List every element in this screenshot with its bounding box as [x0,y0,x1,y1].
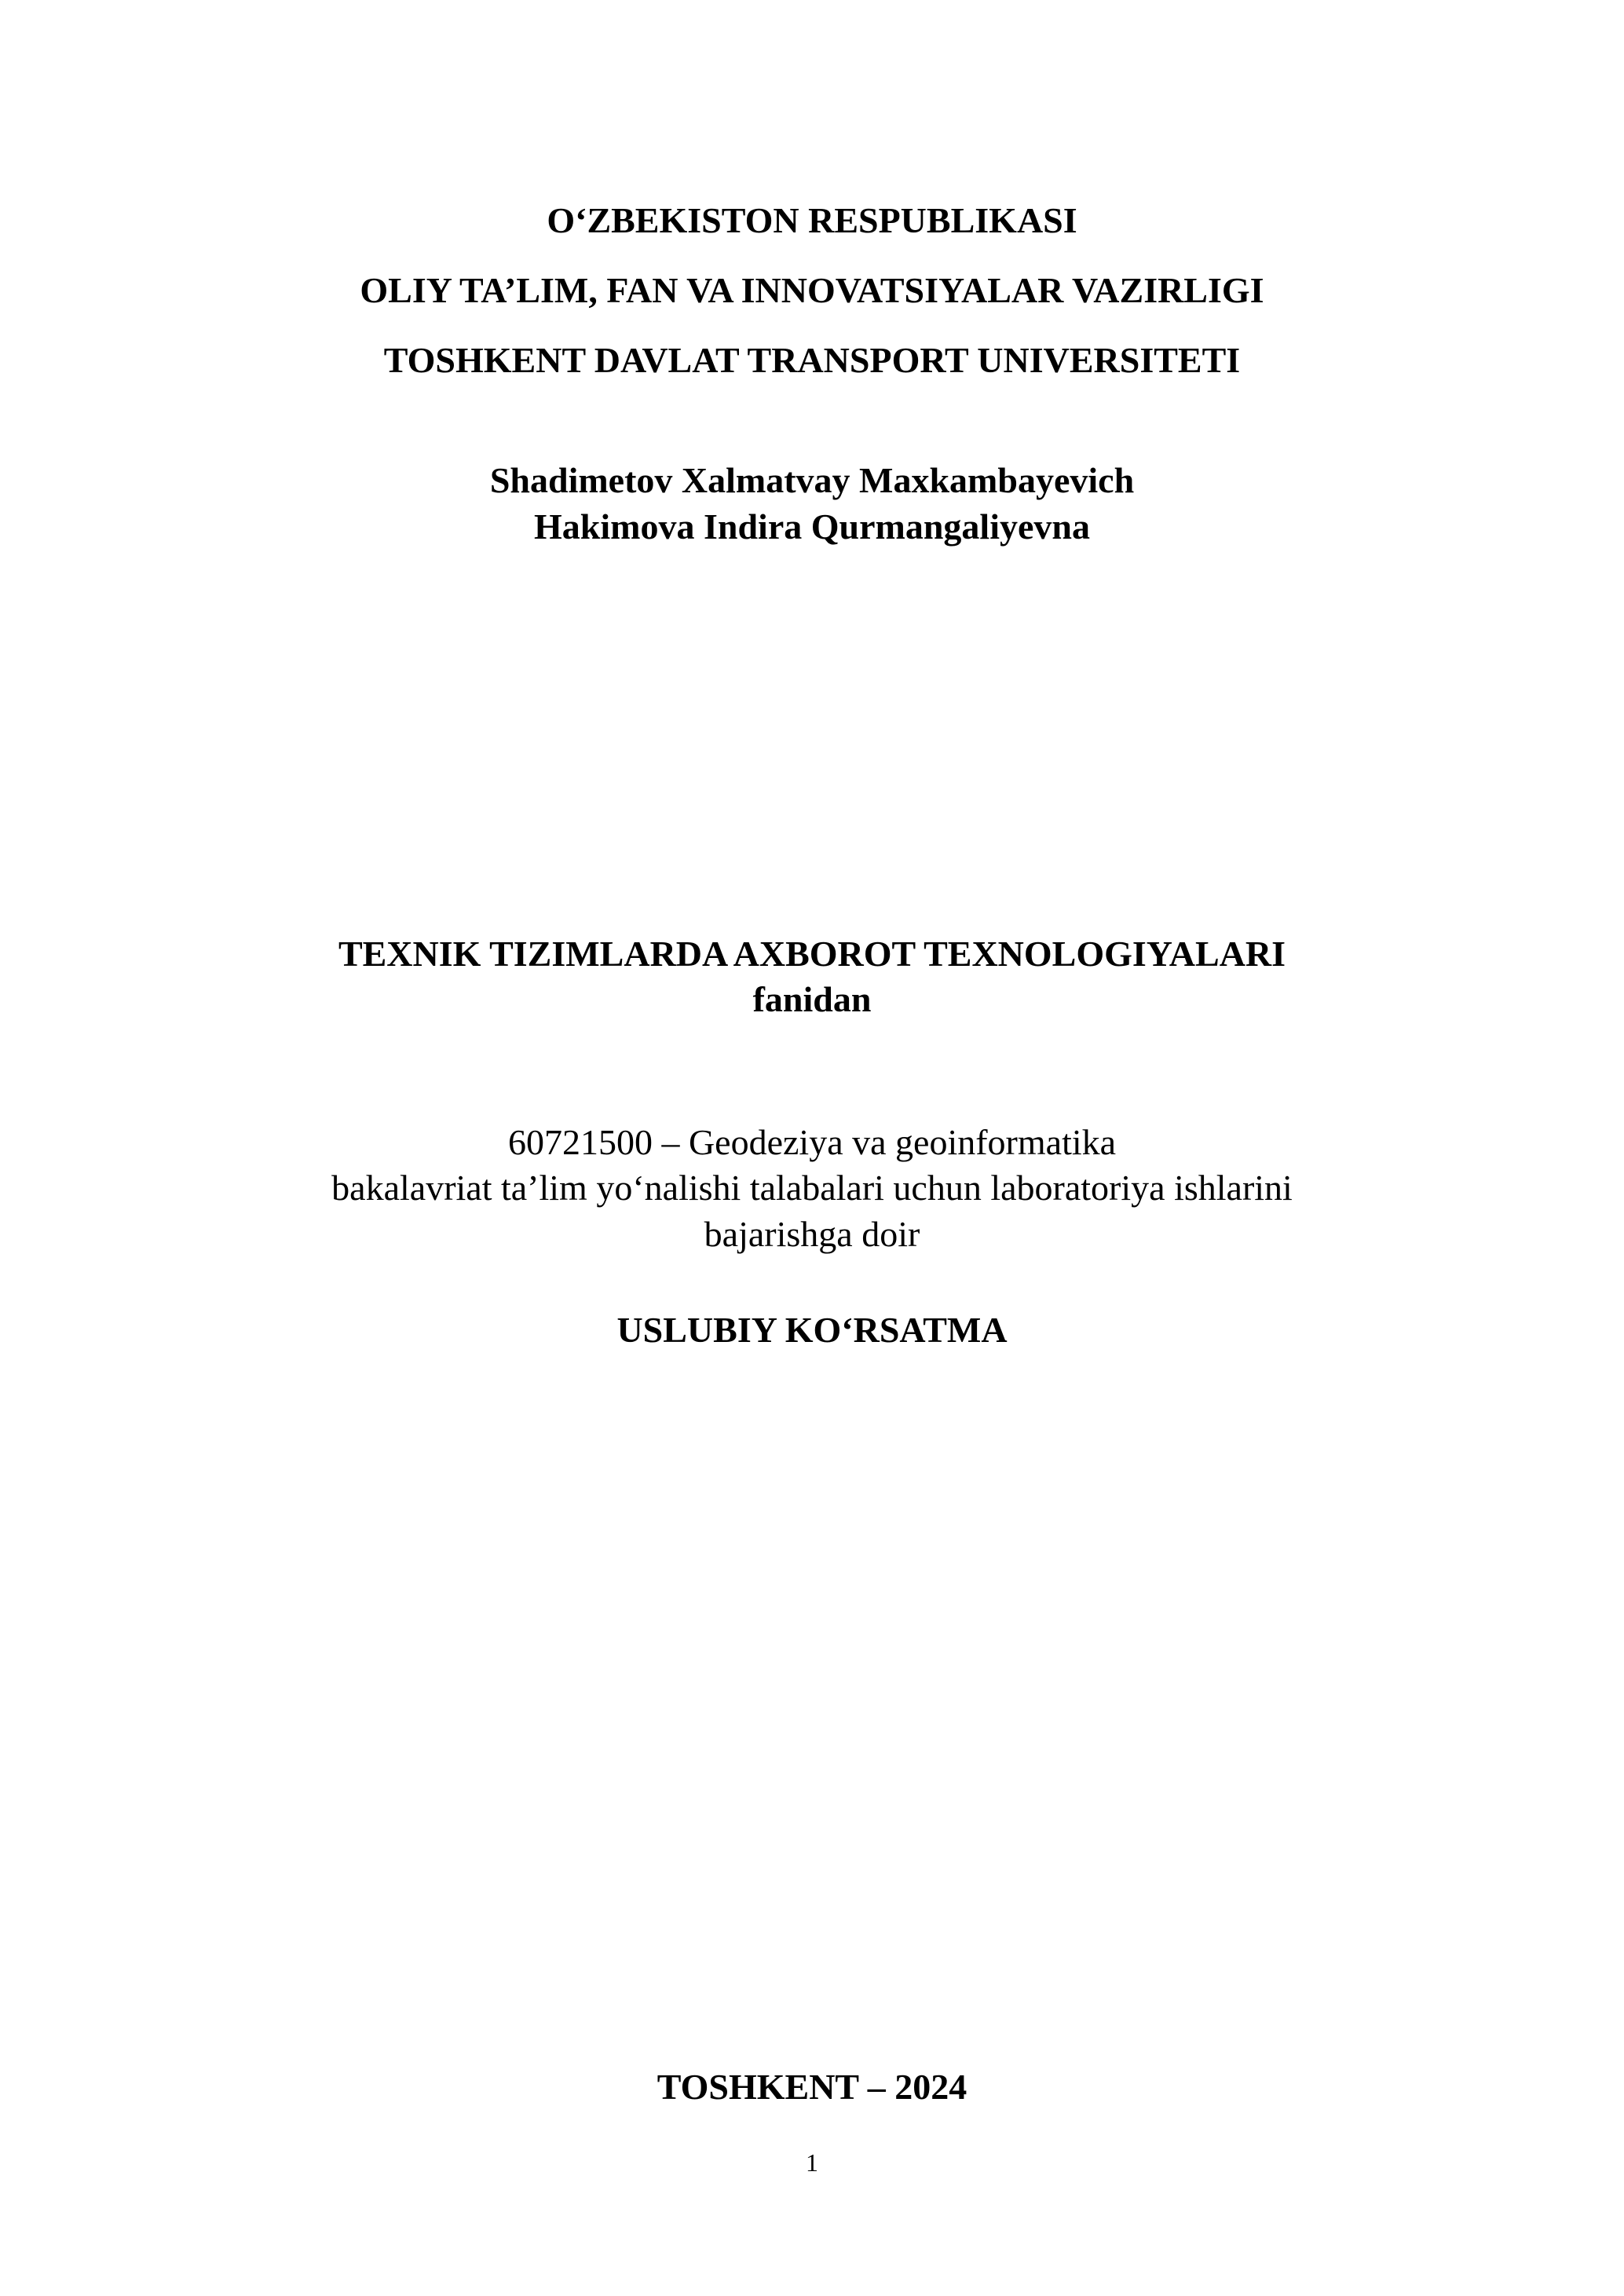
description-line: 60721500 – Geodeziya va geoinformatika [507,1122,1117,1162]
page-number: 1 [806,2148,818,2177]
author-name: Hakimova Indira Qurmangaliyevna [534,506,1090,547]
description-line: bajarishga doir [704,1214,920,1254]
university-heading: TOSHKENT DAVLAT TRANSPORT UNIVERSITETI [383,340,1241,380]
place-year: TOSHKENT – 2024 [657,2067,967,2107]
description-line: bakalavriat ta’lim yo‘nalishi talabalari uchun laboratoriya ishlarini [331,1168,1293,1208]
author-name: Shadimetov Xalmatvay Maxkambayevich [489,460,1135,500]
subject-suffix: fanidan [752,979,872,1019]
country-heading: O‘ZBEKISTON RESPUBLIKASI [547,200,1077,240]
ministry-heading: OLIY TA’LIM, FAN VA INNOVATSIYALAR VAZIRLIGI [360,270,1264,310]
document-type: USLUBIY KO‘RSATMA [616,1310,1008,1350]
subject-title: TEXNIK TIZIMLARDA AXBOROT TEXNOLOGIYALARI [338,934,1286,974]
